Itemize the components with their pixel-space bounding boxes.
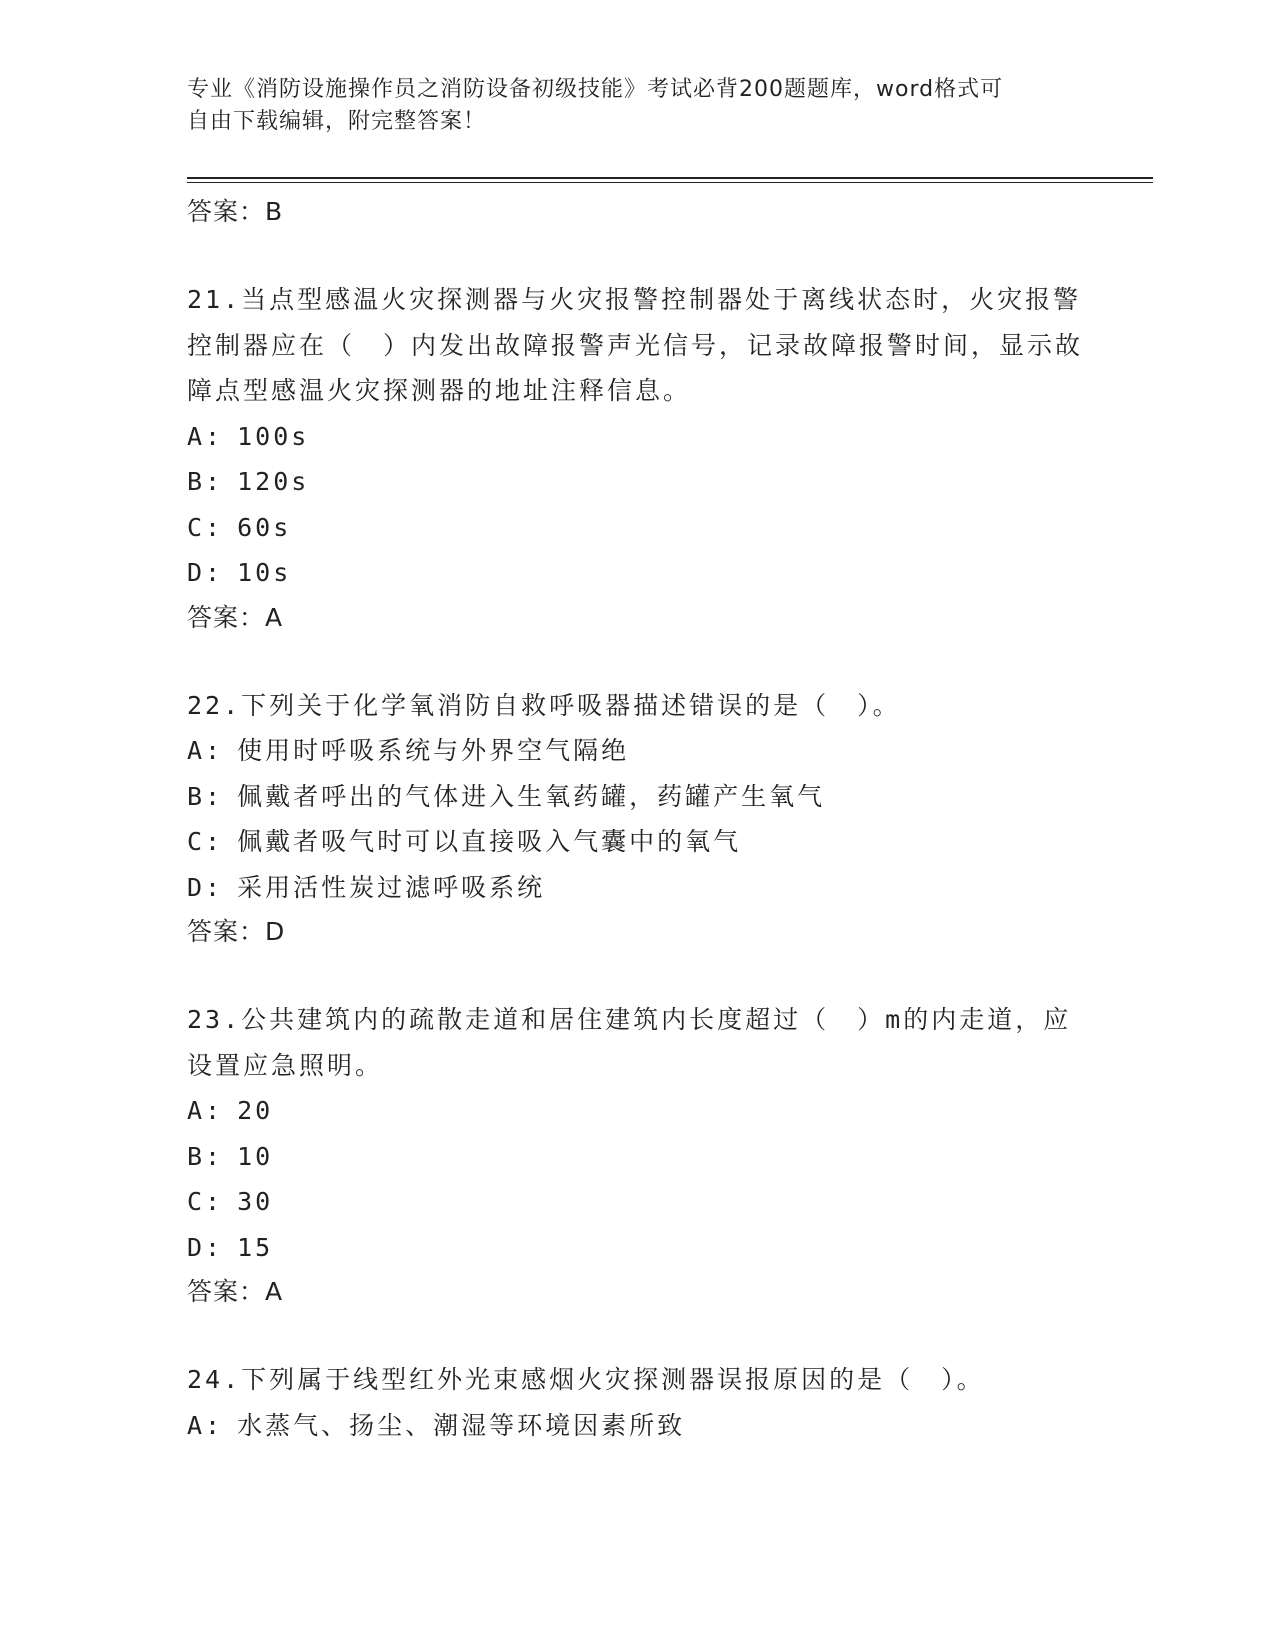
option-c [187, 1179, 1087, 1225]
option-text: 20 [237, 1096, 274, 1125]
question-list [187, 190, 1087, 1448]
header-line-2: 自由下载编辑，附完整答案！ [187, 109, 487, 134]
option-d [187, 1225, 1087, 1271]
option-a [187, 1403, 1087, 1449]
option-key: B: [187, 467, 224, 496]
answer: 答案：D [187, 917, 286, 946]
question-22 [187, 683, 1087, 954]
option-d [187, 550, 1087, 596]
option-c [187, 819, 1087, 865]
option-key: C: [187, 1187, 224, 1216]
answer: 答案：A [187, 602, 284, 632]
option-b [187, 774, 1087, 820]
option-text: 60s [237, 512, 292, 542]
option-text: 采用活性炭过滤呼吸系统 [237, 872, 546, 902]
option-key: A: [187, 1410, 224, 1440]
option-key: D: [187, 558, 224, 587]
spacer [187, 639, 1087, 683]
option-a [187, 414, 1087, 460]
question-23 [187, 997, 1087, 1313]
option-text: 水蒸气、扬尘、潮湿等环境因素所致 [237, 1410, 686, 1440]
option-b [187, 1134, 1087, 1180]
option-key: B: [187, 1141, 224, 1171]
option-key: C: [187, 827, 224, 856]
option-d [187, 865, 1087, 911]
option-b [187, 459, 1087, 505]
page-header [187, 74, 1087, 138]
option-key: A: [187, 421, 224, 451]
spacer [187, 1313, 1087, 1357]
option-text: 佩戴者吸气时可以直接吸入气囊中的氧气 [237, 827, 742, 856]
header-divider-thick [187, 177, 1153, 179]
option-text: 10s [237, 558, 292, 587]
spacer [187, 233, 1087, 277]
question-stem: 21.当点型感温火灾探测器与火灾报警控制器处于离线状态时，火灾报警控制器应在（ ）内发出故障报警声光信号，记录故障报警时间，显示故障点型感温火灾探测器的地址注释信息。 [187, 285, 1084, 405]
option-a [187, 1088, 1087, 1134]
answer-prev: 答案：B [187, 197, 284, 226]
option-key: A: [187, 1096, 224, 1125]
option-text: 15 [237, 1232, 274, 1262]
header-line-1: 专业《消防设施操作员之消防设备初级技能》考试必背200题题库，word格式可 [187, 77, 1004, 102]
question-24 [187, 1357, 1087, 1448]
question-stem: 23.公共建筑内的疏散走道和居住建筑内长度超过（ ）m的内走道，应设置应急照明。 [187, 1005, 1072, 1080]
option-text: 使用时呼吸系统与外界空气隔绝 [237, 736, 630, 765]
option-a [187, 728, 1087, 774]
option-text: 120s [237, 467, 310, 496]
option-key: D: [187, 872, 224, 902]
option-c [187, 505, 1087, 551]
question-stem: 24.下列属于线型红外光束感烟火灾探测器误报原因的是（ ）。 [187, 1365, 985, 1394]
option-key: B: [187, 781, 224, 811]
option-text: 30 [237, 1187, 274, 1216]
option-key: C: [187, 512, 224, 542]
option-text: 10 [237, 1141, 274, 1171]
option-key: D: [187, 1232, 224, 1262]
option-text: 100s [237, 421, 310, 451]
option-text: 佩戴者呼出的气体进入生氧药罐，药罐产生氧气 [237, 781, 826, 811]
answer: 答案：A [187, 1277, 284, 1306]
header-divider-thin [187, 182, 1153, 183]
option-key: A: [187, 736, 224, 765]
spacer [187, 953, 1087, 997]
question-21 [187, 277, 1087, 639]
question-stem: 22.下列关于化学氧消防自救呼吸器描述错误的是（ ）。 [187, 690, 901, 720]
